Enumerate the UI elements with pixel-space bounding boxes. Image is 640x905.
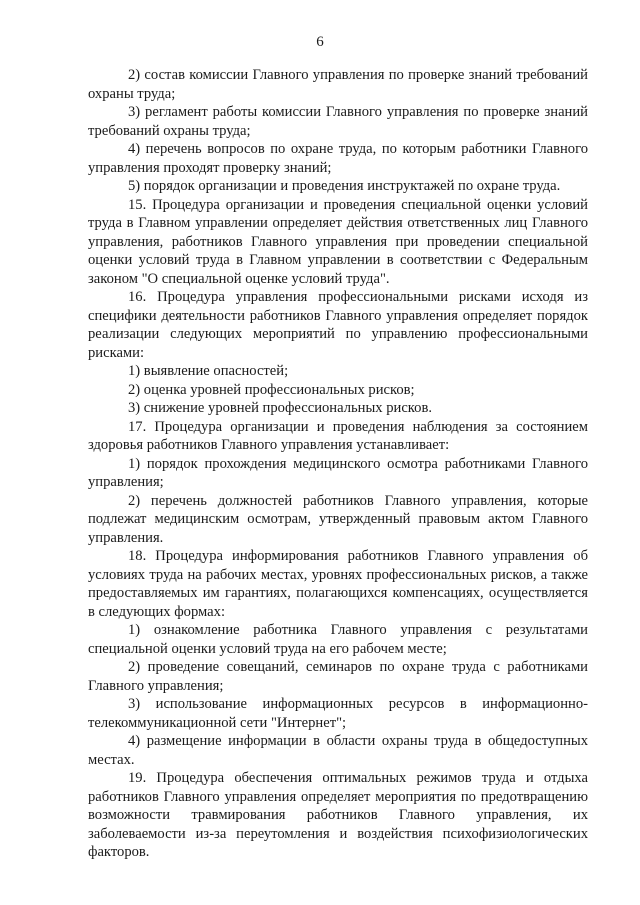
list-item-4-public-places: 4) размещение информации в области охраны труда в общедоступных местах. <box>88 733 588 768</box>
list-item-2-meetings: 2) проведение совещаний, семинаров по охране труда с работниками Главного управления; <box>88 659 588 694</box>
list-item-3-internet-resources: 3) использование информационных ресурсов в информационно-телекоммуникационной сети "Интернет"; <box>88 696 588 731</box>
list-item-1-hazard-identification: 1) выявление опасностей; <box>128 363 289 379</box>
section-18-paragraph: 18. Процедура информирования работников Главного управления об условиях труда на рабочих местах, уровнях профессиональных рисков, а также предоставляемых им гарантиях, полагающихся компенсациях, осуществляется в следующих формах: <box>88 548 588 620</box>
page-number: 6 <box>316 34 324 50</box>
list-item-2-risk-assessment: 2) оценка уровней профессиональных рисков; <box>128 381 415 398</box>
section-16-paragraph: 16. Процедура управления профессиональными рисками исходя из специфики деятельности работников Главного управления определяет порядок реализации следующих мероприятий по управлению профессиональными рисками: <box>88 289 588 361</box>
document-body <box>88 66 588 862</box>
list-item-2-commission-composition: 2) состав комиссии Главного управления по проверке знаний требований охраны труда; <box>88 67 588 102</box>
list-item-3-commission-regulations: 3) регламент работы комиссии Главного управления по проверке знаний требований охраны труда; <box>88 104 588 139</box>
section-15-paragraph: 15. Процедура организации и проведения специальной оценки условий труда в Главном управлении определяет действия ответственных лиц Главного управления, работников Главного управления при проведении специальной оценки условий труда в Главном управлении в соответствии с Федеральным законом "О специальной оценке условий труда". <box>88 196 588 287</box>
list-item-5-briefings: 5) порядок организации и проведения инструктажей по охране труда. <box>128 178 561 194</box>
list-item-1-medical-exam-procedure: 1) порядок прохождения медицинского осмотра работниками Главного управления; <box>88 455 588 490</box>
section-17-paragraph: 17. Процедура организации и проведения наблюдения за состоянием здоровья работников Главного управления устанавливает: <box>88 418 588 453</box>
list-item-1-familiarization: 1) ознакомление работника Главного управления с результатами специальной оценки условий труда на его рабочем месте; <box>88 622 588 657</box>
section-19-paragraph: 19. Процедура обеспечения оптимальных режимов труда и отдыха работников Главного управления определяет мероприятия по предотвращению возможности травмирования работников Главного управления, их заболеваемости из-за переутомления и воздействия психофизиологических факторов. <box>88 770 588 860</box>
list-item-2-positions-list: 2) перечень должностей работников Главного управления, которые подлежат медицинским осмотрам, утвержденный правовым актом Главного управления. <box>88 492 588 546</box>
list-item-4-question-list: 4) перечень вопросов по охране труда, по которым работники Главного управления проходят проверку знаний; <box>88 141 588 176</box>
list-item-3-risk-reduction: 3) снижение уровней профессиональных рисков. <box>128 400 432 416</box>
